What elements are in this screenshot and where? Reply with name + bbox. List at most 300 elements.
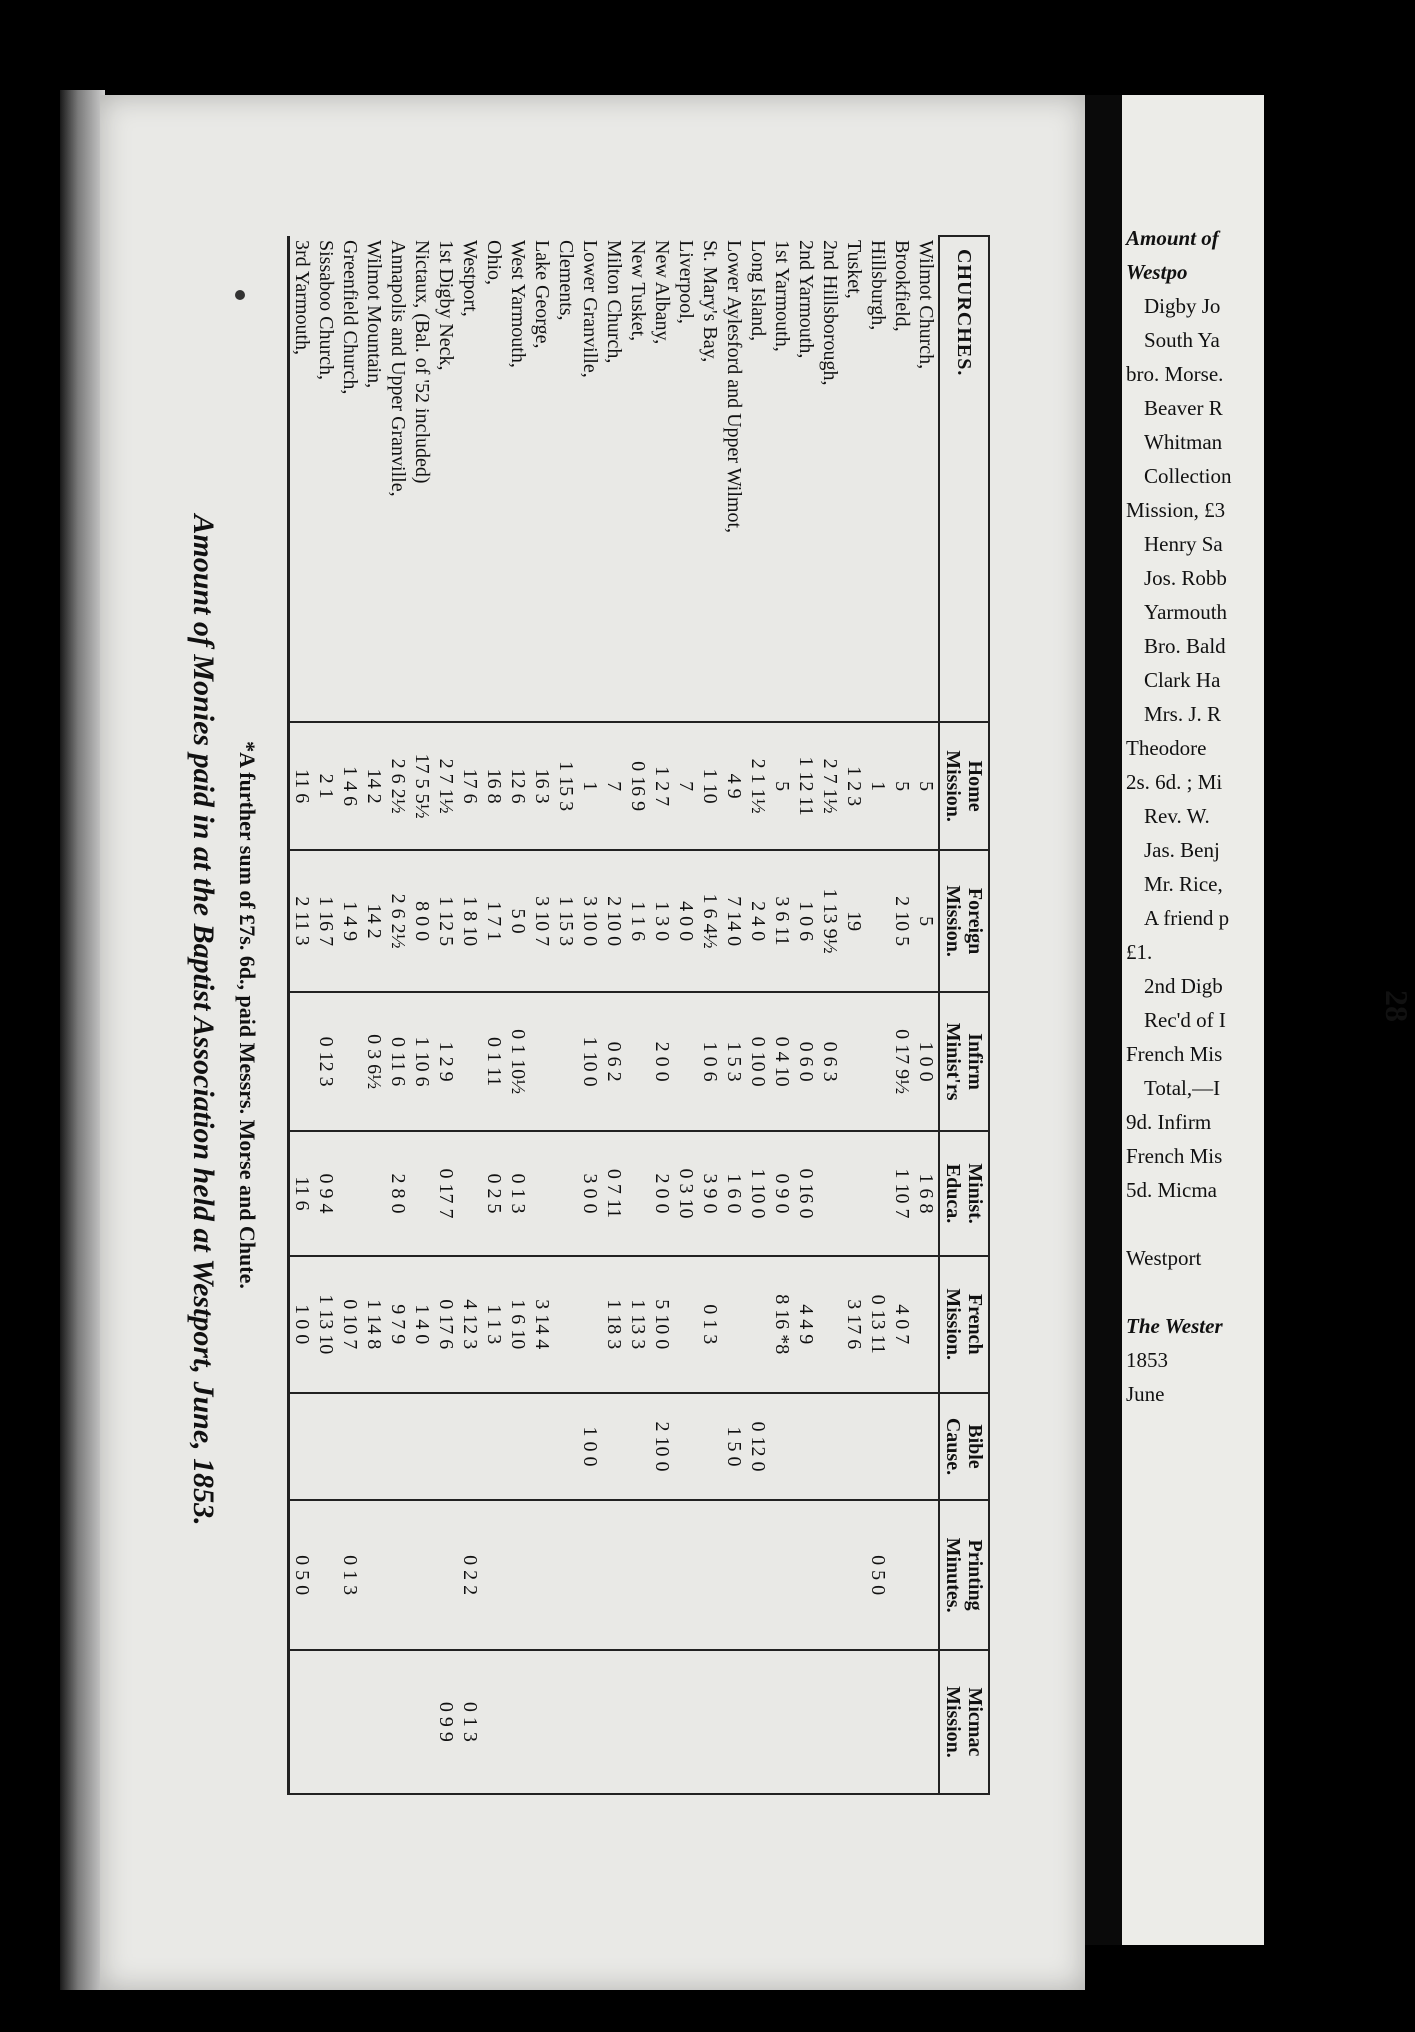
amount-infirm — [674, 992, 698, 1131]
amount-foreign: 2 6 2½ — [386, 850, 410, 992]
amount-printing: 0 5 0 — [866, 1500, 890, 1649]
column-header-4: Minist. Educa. — [939, 1131, 989, 1256]
amount-home: 2 7 1½ — [818, 722, 842, 850]
amount-micmac — [314, 1650, 338, 1794]
amount-home: 1 2 7 — [650, 722, 674, 850]
amount-printing — [314, 1500, 338, 1649]
amount-printing — [410, 1500, 434, 1649]
amount-infirm: 0 3 6½ — [362, 992, 386, 1131]
amount-educa: 0 16 0 — [794, 1131, 818, 1256]
amount-bible — [890, 1393, 914, 1501]
table-row — [674, 236, 698, 1794]
amount-educa — [554, 1131, 578, 1256]
amount-infirm: 0 4 10 — [770, 992, 794, 1131]
monies-table — [287, 235, 990, 1795]
amount-micmac — [602, 1650, 626, 1794]
table-row — [506, 236, 530, 1794]
table-row — [458, 236, 482, 1794]
amount-infirm: 0 1 10½ — [506, 992, 530, 1131]
right-page-line: Yarmouth — [1144, 600, 1228, 624]
amount-printing — [890, 1500, 914, 1649]
amount-french: 1 0 0 — [289, 1256, 315, 1393]
table-row — [386, 236, 410, 1794]
amount-foreign: 3 6 11 — [770, 850, 794, 992]
amount-home: 4 9 — [722, 722, 746, 850]
right-page-line: Mrs. J. R — [1144, 702, 1222, 726]
amount-infirm — [289, 992, 315, 1131]
amount-bible — [458, 1393, 482, 1501]
amount-printing — [362, 1500, 386, 1649]
amount-french: 9 7 9 — [386, 1256, 410, 1393]
amount-bible — [770, 1393, 794, 1501]
amount-printing — [482, 1500, 506, 1649]
table-row — [578, 236, 602, 1794]
amount-printing — [530, 1500, 554, 1649]
right-page-line: £1. — [1126, 940, 1153, 964]
amount-foreign: 1 1 6 — [626, 850, 650, 992]
amount-home: 2 7 1½ — [434, 722, 458, 850]
right-page-line: Collection — [1144, 464, 1232, 488]
table-row — [818, 236, 842, 1794]
amount-foreign: 5 — [914, 850, 939, 992]
column-header-0: CHURCHES. — [939, 236, 989, 722]
amount-french: 8 16 *8 — [770, 1256, 794, 1393]
amount-printing — [698, 1500, 722, 1649]
amount-home: 2 1 1½ — [746, 722, 770, 850]
right-page-line: South Ya — [1144, 328, 1220, 352]
table-row — [626, 236, 650, 1794]
amount-printing — [602, 1500, 626, 1649]
right-page-line: Westport — [1126, 1246, 1202, 1270]
amount-printing — [746, 1500, 770, 1649]
amount-micmac — [650, 1650, 674, 1794]
column-header-7: Printing Minutes. — [939, 1500, 989, 1649]
table-row — [698, 236, 722, 1794]
amount-french: 1 1 3 — [482, 1256, 506, 1393]
church-name: Sissaboo Church, — [314, 236, 338, 722]
column-header-6: Bible Cause. — [939, 1393, 989, 1501]
amount-home: 17 5 5½ — [410, 722, 434, 850]
amount-educa — [842, 1131, 866, 1256]
right-page-line: Beaver R — [1144, 396, 1223, 420]
amount-french: 1 6 10 — [506, 1256, 530, 1393]
right-page-line: Rec'd of I — [1144, 1008, 1226, 1032]
table-row — [434, 236, 458, 1794]
table-row — [530, 236, 554, 1794]
amount-educa — [410, 1131, 434, 1256]
amount-micmac — [386, 1650, 410, 1794]
amount-bible — [434, 1393, 458, 1501]
amount-infirm: 0 6 3 — [818, 992, 842, 1131]
amount-bible: 2 10 0 — [650, 1393, 674, 1501]
amount-bible — [794, 1393, 818, 1501]
amount-printing — [650, 1500, 674, 1649]
column-header-2: Foreign Mission. — [939, 850, 989, 992]
church-name: 1st Digby Neck, — [434, 236, 458, 722]
right-page — [1122, 95, 1264, 1945]
amount-infirm — [554, 992, 578, 1131]
amount-printing — [434, 1500, 458, 1649]
amount-home: 2 6 2½ — [386, 722, 410, 850]
amount-bible: 1 5 0 — [722, 1393, 746, 1501]
amount-home: 5 — [890, 722, 914, 850]
church-name: 3rd Yarmouth, — [289, 236, 315, 722]
table-row — [554, 236, 578, 1794]
amount-bible — [698, 1393, 722, 1501]
amount-micmac: 0 9 9 — [434, 1650, 458, 1794]
amount-infirm — [458, 992, 482, 1131]
amount-french: 3 17 6 — [842, 1256, 866, 1393]
amount-french: 0 1 3 — [698, 1256, 722, 1393]
amount-educa — [818, 1131, 842, 1256]
amount-home: 5 — [914, 722, 939, 850]
amount-infirm: 0 17 9½ — [890, 992, 914, 1131]
amount-educa: 1 10 0 — [746, 1131, 770, 1256]
amount-french: 0 10 7 — [338, 1256, 362, 1393]
amount-bible — [602, 1393, 626, 1501]
amount-foreign — [866, 850, 890, 992]
amount-home: 1 — [866, 722, 890, 850]
church-name: New Albany, — [650, 236, 674, 722]
amount-bible: 0 12 0 — [746, 1393, 770, 1501]
amount-home: 7 — [674, 722, 698, 850]
right-page-line: Jas. Benj — [1144, 838, 1220, 862]
amount-educa — [338, 1131, 362, 1256]
table-row — [842, 236, 866, 1794]
amount-educa — [458, 1131, 482, 1256]
right-page-line: Mr. Rice, — [1144, 872, 1223, 896]
church-name: Long Island, — [746, 236, 770, 722]
amount-french: 1 18 3 — [602, 1256, 626, 1393]
amount-foreign: 7 14 0 — [722, 850, 746, 992]
church-name: Tusket, — [842, 236, 866, 722]
amount-foreign: 5 0 — [506, 850, 530, 992]
church-name: Greenfield Church, — [338, 236, 362, 722]
amount-french — [818, 1256, 842, 1393]
amount-bible: 1 0 0 — [578, 1393, 602, 1501]
amount-french: 1 4 0 — [410, 1256, 434, 1393]
amount-printing — [842, 1500, 866, 1649]
column-header-1: Home Mission. — [939, 722, 989, 850]
amount-educa: 0 1 3 — [506, 1131, 530, 1256]
right-page-line: Bro. Bald — [1144, 634, 1226, 658]
church-name: 2nd Hillsborough, — [818, 236, 842, 722]
amount-home: 1 4 6 — [338, 722, 362, 850]
amount-educa: 0 9 4 — [314, 1131, 338, 1256]
amount-printing — [554, 1500, 578, 1649]
amount-infirm — [626, 992, 650, 1131]
table-row — [770, 236, 794, 1794]
amount-educa: 1 10 7 — [890, 1131, 914, 1256]
amount-french: 0 13 11 — [866, 1256, 890, 1393]
amount-micmac — [362, 1650, 386, 1794]
amount-educa — [362, 1131, 386, 1256]
amount-bible — [842, 1393, 866, 1501]
amount-bible — [554, 1393, 578, 1501]
amount-french: 3 14 4 — [530, 1256, 554, 1393]
amount-foreign: 1 6 4½ — [698, 850, 722, 992]
amount-micmac — [578, 1650, 602, 1794]
amount-bible — [289, 1393, 315, 1501]
book-spine — [60, 90, 105, 1990]
right-page-line: Henry Sa — [1144, 532, 1223, 556]
amount-micmac — [770, 1650, 794, 1794]
church-name: 2nd Yarmouth, — [794, 236, 818, 722]
amount-home: 16 3 — [530, 722, 554, 850]
amount-infirm: 1 2 9 — [434, 992, 458, 1131]
table-row — [746, 236, 770, 1794]
amount-home: 1 2 3 — [842, 722, 866, 850]
amount-micmac — [506, 1650, 530, 1794]
church-name: Westport, — [458, 236, 482, 722]
church-name: West Yarmouth, — [506, 236, 530, 722]
amount-bible — [410, 1393, 434, 1501]
amount-micmac — [698, 1650, 722, 1794]
amount-bible — [530, 1393, 554, 1501]
table-row — [314, 236, 338, 1794]
amount-foreign: 1 16 7 — [314, 850, 338, 992]
amount-micmac: 0 1 3 — [458, 1650, 482, 1794]
amount-micmac — [338, 1650, 362, 1794]
page-number: 28 — [1379, 990, 1415, 1022]
amount-printing: 0 2 2 — [458, 1500, 482, 1649]
amount-bible — [914, 1393, 939, 1501]
amount-foreign: 1 12 5 — [434, 850, 458, 992]
amount-french: 1 14 8 — [362, 1256, 386, 1393]
amount-infirm: 0 10 0 — [746, 992, 770, 1131]
church-name: Lower Granville, — [578, 236, 602, 722]
church-name: Nictaux, (Bal. of '52 included) — [410, 236, 434, 722]
church-name: 1st Yarmouth, — [770, 236, 794, 722]
amount-printing — [626, 1500, 650, 1649]
amount-foreign: 1 7 1 — [482, 850, 506, 992]
church-name: Wilmot Church, — [914, 236, 939, 722]
amount-bible — [386, 1393, 410, 1501]
amount-foreign: 2 10 0 — [602, 850, 626, 992]
church-name: St. Mary's Bay, — [698, 236, 722, 722]
amount-micmac — [626, 1650, 650, 1794]
church-name: Milton Church, — [602, 236, 626, 722]
amount-french: 5 10 0 — [650, 1256, 674, 1393]
amount-french: 4 12 3 — [458, 1256, 482, 1393]
table-body — [289, 236, 940, 1794]
amount-educa: 0 7 11 — [602, 1131, 626, 1256]
amount-home: 1 15 3 — [554, 722, 578, 850]
amount-infirm — [842, 992, 866, 1131]
amount-educa: 0 3 10 — [674, 1131, 698, 1256]
amount-micmac — [722, 1650, 746, 1794]
church-name: Wilmot Mountain, — [362, 236, 386, 722]
amount-foreign: 2 11 3 — [289, 850, 315, 992]
church-name: Annapolis and Upper Granville, — [386, 236, 410, 722]
amount-french — [722, 1256, 746, 1393]
amount-foreign: 4 0 0 — [674, 850, 698, 992]
right-page-line: bro. Morse. — [1126, 362, 1224, 386]
amount-home: 1 12 11 — [794, 722, 818, 850]
table-row — [410, 236, 434, 1794]
amount-foreign: 2 4 0 — [746, 850, 770, 992]
amount-bible — [866, 1393, 890, 1501]
right-page-line: French Mis — [1126, 1042, 1223, 1066]
church-name: Ohio, — [482, 236, 506, 722]
amount-micmac — [289, 1650, 315, 1794]
amount-foreign: 1 0 6 — [794, 850, 818, 992]
table-row — [890, 236, 914, 1794]
table-title: Amount of Monies paid in at the Baptist Association held at Westport, June, 1853. — [187, 514, 220, 1526]
right-page-line: Rev. W. — [1144, 804, 1210, 828]
amount-printing — [914, 1500, 939, 1649]
right-page-line: Westpo — [1126, 260, 1188, 284]
amount-french — [746, 1256, 770, 1393]
right-page-line: Mission, £3 — [1126, 498, 1226, 522]
amount-foreign: 19 — [842, 850, 866, 992]
amount-micmac — [554, 1650, 578, 1794]
church-name: Liverpool, — [674, 236, 698, 722]
amount-home: 7 — [602, 722, 626, 850]
amount-home: 0 16 9 — [626, 722, 650, 850]
table-row — [362, 236, 386, 1794]
table-row — [794, 236, 818, 1794]
amount-french: 1 13 10 — [314, 1256, 338, 1393]
amount-micmac — [866, 1650, 890, 1794]
amount-home: 1 — [578, 722, 602, 850]
amount-educa: 3 0 0 — [578, 1131, 602, 1256]
table-row — [866, 236, 890, 1794]
amount-micmac — [890, 1650, 914, 1794]
amount-micmac — [482, 1650, 506, 1794]
amount-french: 4 4 9 — [794, 1256, 818, 1393]
amount-micmac — [530, 1650, 554, 1794]
amount-french — [578, 1256, 602, 1393]
amount-infirm: 1 10 6 — [410, 992, 434, 1131]
table-header-row — [939, 236, 989, 1794]
amount-printing — [674, 1500, 698, 1649]
right-page-line: 9d. Infirm — [1126, 1110, 1212, 1134]
amount-foreign: 2 10 5 — [890, 850, 914, 992]
amount-home: 5 — [770, 722, 794, 850]
amount-foreign: 1 13 9½ — [818, 850, 842, 992]
amount-foreign: 14 2 — [362, 850, 386, 992]
amount-educa: 1 6 0 — [722, 1131, 746, 1256]
amount-printing — [794, 1500, 818, 1649]
amount-bible — [506, 1393, 530, 1501]
church-name: Lower Aylesford and Upper Wilmot, — [722, 236, 746, 722]
page-gutter — [1085, 95, 1122, 1945]
amount-foreign: 3 10 7 — [530, 850, 554, 992]
table-row — [722, 236, 746, 1794]
amount-educa: 3 9 0 — [698, 1131, 722, 1256]
amount-infirm — [530, 992, 554, 1131]
amount-home: 1 10 — [698, 722, 722, 850]
amount-micmac — [842, 1650, 866, 1794]
amount-infirm: 0 6 0 — [794, 992, 818, 1131]
right-page-line: A friend p — [1144, 906, 1230, 930]
amount-printing: 0 1 3 — [338, 1500, 362, 1649]
right-page-line: Theodore — [1126, 736, 1207, 760]
amount-foreign: 1 3 0 — [650, 850, 674, 992]
amount-french: 4 0 7 — [890, 1256, 914, 1393]
column-header-3: Infirm Minist'rs — [939, 992, 989, 1131]
amount-micmac — [674, 1650, 698, 1794]
amount-micmac — [914, 1650, 939, 1794]
amount-micmac — [794, 1650, 818, 1794]
amount-educa: 0 2 5 — [482, 1131, 506, 1256]
amount-home: 17 6 — [458, 722, 482, 850]
right-page-line: 2s. 6d. ; Mi — [1126, 770, 1223, 794]
amount-bible — [818, 1393, 842, 1501]
amount-foreign: 1 8 10 — [458, 850, 482, 992]
right-page-line: Whitman — [1144, 430, 1223, 454]
amount-educa: 1 6 8 — [914, 1131, 939, 1256]
amount-educa: 0 9 0 — [770, 1131, 794, 1256]
church-name: Brookfield, — [890, 236, 914, 722]
amount-infirm: 1 10 0 — [578, 992, 602, 1131]
amount-infirm: 0 11 6 — [386, 992, 410, 1131]
column-header-5: French Mission. — [939, 1256, 989, 1393]
amount-micmac — [410, 1650, 434, 1794]
amount-home: 14 2 — [362, 722, 386, 850]
amount-educa — [866, 1131, 890, 1256]
amount-infirm: 0 12 3 — [314, 992, 338, 1131]
right-page-line: June — [1126, 1382, 1165, 1406]
table-row — [650, 236, 674, 1794]
amount-foreign: 1 4 9 — [338, 850, 362, 992]
right-page-line: Digby Jo — [1144, 294, 1221, 318]
amount-bible — [314, 1393, 338, 1501]
amount-bible — [338, 1393, 362, 1501]
right-page-line: The Wester — [1126, 1314, 1223, 1338]
amount-home: 16 8 — [482, 722, 506, 850]
amount-infirm: 0 1 11 — [482, 992, 506, 1131]
amount-micmac — [746, 1650, 770, 1794]
right-page-line: French Mis — [1126, 1144, 1223, 1168]
table-row — [289, 236, 315, 1794]
column-header-8: Micmac Mission. — [939, 1650, 989, 1794]
table-row — [602, 236, 626, 1794]
amount-printing — [578, 1500, 602, 1649]
amount-infirm: 2 0 0 — [650, 992, 674, 1131]
amount-educa — [626, 1131, 650, 1256]
church-name: Clements, — [554, 236, 578, 722]
table-row — [338, 236, 362, 1794]
amount-educa: 2 0 0 — [650, 1131, 674, 1256]
amount-bible — [362, 1393, 386, 1501]
amount-infirm: 1 0 6 — [698, 992, 722, 1131]
amount-printing: 0 5 0 — [289, 1500, 315, 1649]
amount-foreign: 8 0 0 — [410, 850, 434, 992]
amount-infirm: 1 5 3 — [722, 992, 746, 1131]
right-page-line: Amount of — [1126, 226, 1219, 250]
amount-french — [914, 1256, 939, 1393]
amount-infirm: 1 0 0 — [914, 992, 939, 1131]
amount-home: 2 1 — [314, 722, 338, 850]
amount-educa — [530, 1131, 554, 1256]
amount-bible — [482, 1393, 506, 1501]
amount-educa: 11 6 — [289, 1131, 315, 1256]
right-page-line: Total,—I — [1144, 1076, 1221, 1100]
table-row — [482, 236, 506, 1794]
amount-home: 12 6 — [506, 722, 530, 850]
amount-french — [554, 1256, 578, 1393]
amount-french — [674, 1256, 698, 1393]
amount-foreign: 3 10 0 — [578, 850, 602, 992]
church-name: Lake George, — [530, 236, 554, 722]
amount-micmac — [818, 1650, 842, 1794]
amount-french: 0 17 6 — [434, 1256, 458, 1393]
right-page-line: 2nd Digb — [1144, 974, 1223, 998]
right-page-line: Jos. Robb — [1144, 566, 1227, 590]
amount-bible — [626, 1393, 650, 1501]
